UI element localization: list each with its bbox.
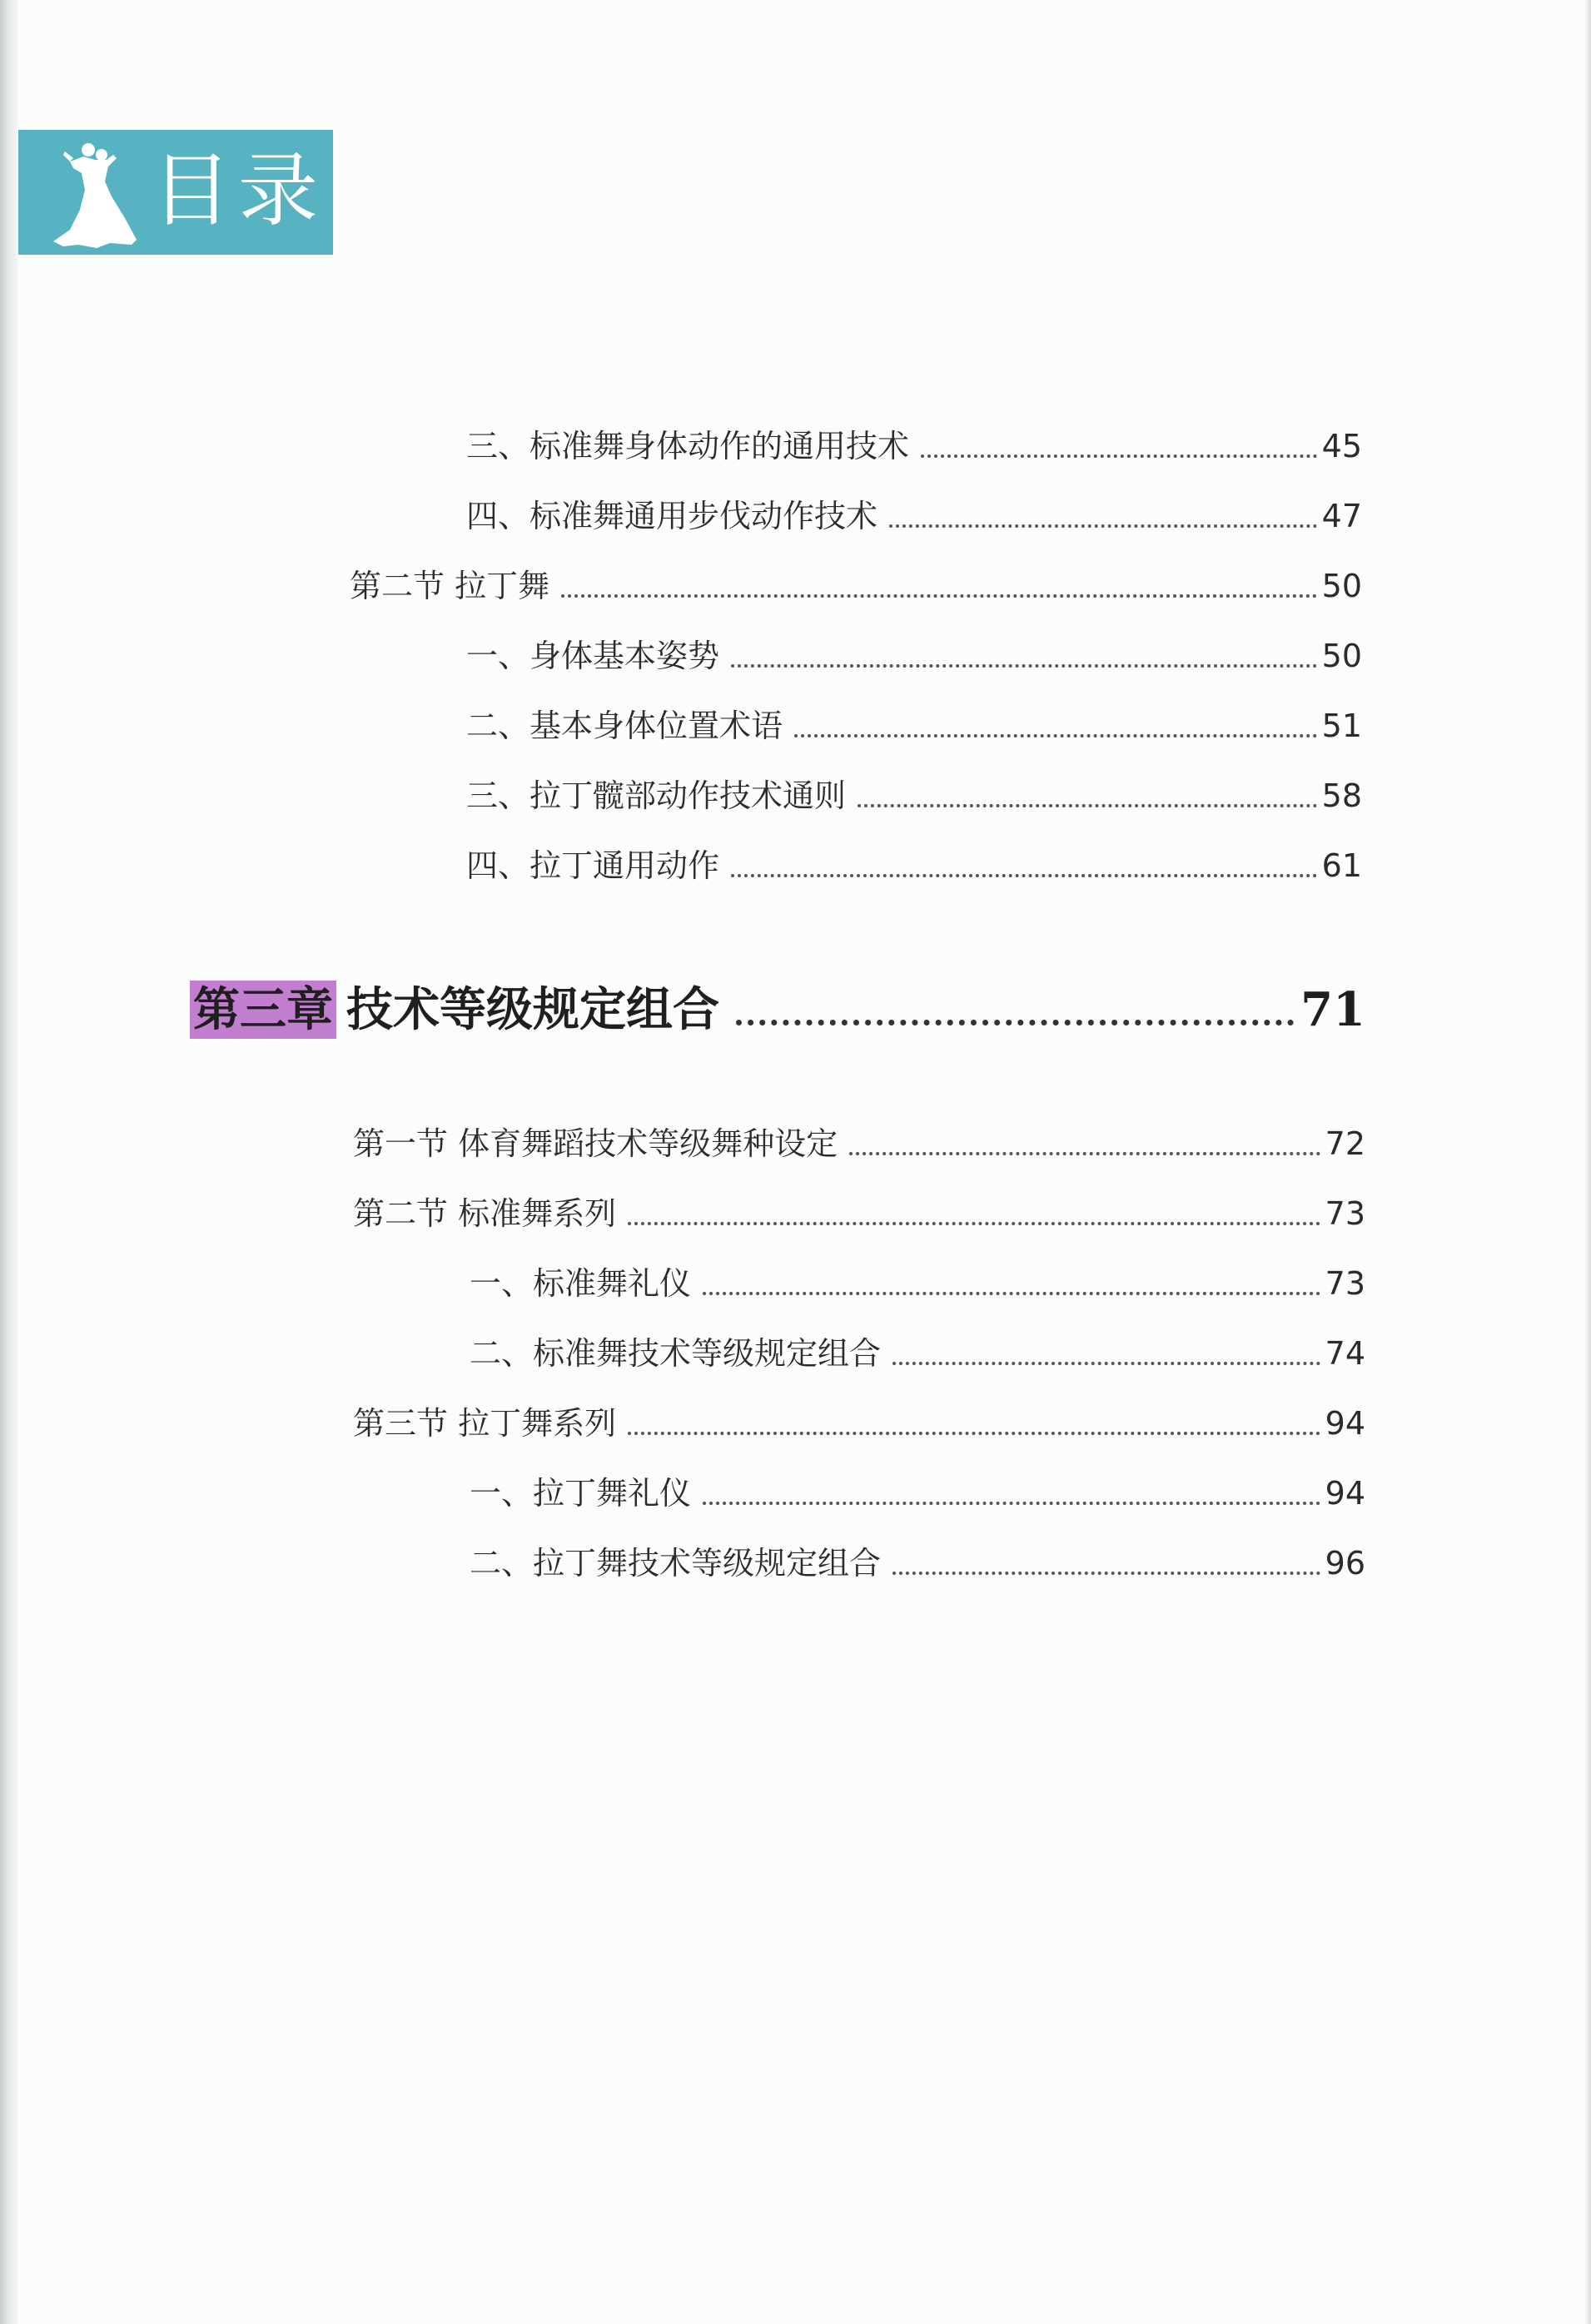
toc-entry-label: 一、拉丁舞礼仪 xyxy=(470,1475,692,1512)
page-binding-edge xyxy=(0,0,18,2324)
dot-leader xyxy=(561,594,1317,598)
dot-leader xyxy=(849,1152,1320,1155)
toc-entry[interactable] xyxy=(466,423,1362,466)
toc-entry-page: 45 xyxy=(1321,428,1362,464)
toc-entry-page: 94 xyxy=(1325,1405,1365,1442)
dot-leader xyxy=(921,454,1317,458)
dot-leader xyxy=(731,664,1317,668)
dot-leader xyxy=(703,1502,1320,1505)
dot-leader xyxy=(892,1362,1320,1365)
toc-entry-label: 一、身体基本姿势 xyxy=(466,638,720,674)
toc-entry-label: 第三节 拉丁舞系列 xyxy=(353,1405,617,1442)
dot-leader xyxy=(628,1222,1320,1225)
toc-section-entry[interactable] xyxy=(353,1190,1365,1234)
toc-entry-label: 二、基本身体位置术语 xyxy=(466,708,783,744)
toc-entry[interactable] xyxy=(466,493,1362,536)
chapter-number-badge: 第三章 xyxy=(190,981,336,1039)
toc-entry[interactable] xyxy=(466,842,1362,886)
chapter-title: 技术等级规定组合 xyxy=(346,982,719,1037)
toc-section-entry[interactable] xyxy=(350,563,1362,606)
dot-leader xyxy=(736,1020,1294,1025)
toc-entry-page: 61 xyxy=(1321,847,1362,884)
toc-entry-label: 四、标准舞通用步伐动作技术 xyxy=(466,498,878,534)
toc-title: 目录 xyxy=(152,144,325,237)
toc-entry[interactable] xyxy=(466,633,1362,676)
dot-leader xyxy=(889,524,1317,528)
toc-entry-label: 二、标准舞技术等级规定组合 xyxy=(470,1335,882,1372)
toc-entry-page: 51 xyxy=(1321,708,1362,744)
toc-entry[interactable] xyxy=(470,1260,1365,1304)
toc-entry-page: 73 xyxy=(1325,1265,1365,1302)
toc-entry-label: 第二节 标准舞系列 xyxy=(353,1195,617,1232)
toc-header-band xyxy=(18,130,333,255)
dot-leader xyxy=(731,874,1317,877)
toc-chapter-entry[interactable] xyxy=(190,979,1365,1039)
toc-entry[interactable] xyxy=(470,1330,1365,1373)
toc-entry-label: 三、标准舞身体动作的通用技术 xyxy=(466,428,910,464)
toc-entry-label: 三、拉丁髋部动作技术通则 xyxy=(466,777,847,814)
dot-leader xyxy=(858,804,1317,807)
toc-entry[interactable] xyxy=(466,703,1362,746)
toc-entry-page: 58 xyxy=(1321,777,1362,814)
toc-entry-page: 50 xyxy=(1321,568,1362,604)
dot-leader xyxy=(892,1572,1320,1575)
dot-leader xyxy=(703,1292,1320,1295)
toc-entry-page: 94 xyxy=(1325,1475,1365,1512)
toc-section-entry[interactable] xyxy=(353,1400,1365,1443)
chapter-page: 71 xyxy=(1300,982,1365,1037)
toc-entry[interactable] xyxy=(466,772,1362,816)
toc-entry-page: 47 xyxy=(1321,498,1362,534)
toc-entry-label: 四、拉丁通用动作 xyxy=(466,847,720,884)
dot-leader xyxy=(794,734,1317,737)
toc-entry-page: 72 xyxy=(1325,1125,1365,1162)
toc-entry-page: 96 xyxy=(1325,1545,1365,1582)
toc-entry-label: 一、标准舞礼仪 xyxy=(470,1265,692,1302)
toc-entry[interactable] xyxy=(470,1540,1365,1583)
toc-entry-page: 74 xyxy=(1325,1335,1365,1372)
toc-section-entry[interactable] xyxy=(353,1120,1365,1164)
dot-leader xyxy=(628,1432,1320,1435)
dancer-silhouette-icon xyxy=(45,138,145,251)
toc-entry-label: 第一节 体育舞蹈技术等级舞种设定 xyxy=(353,1125,838,1162)
toc-entry[interactable] xyxy=(470,1470,1365,1513)
toc-entry-label: 二、拉丁舞技术等级规定组合 xyxy=(470,1545,882,1582)
toc-entry-page: 73 xyxy=(1325,1195,1365,1232)
toc-entry-label: 第二节 拉丁舞 xyxy=(350,568,550,604)
page-right-edge xyxy=(1584,0,1591,2324)
toc-entry-page: 50 xyxy=(1321,638,1362,674)
